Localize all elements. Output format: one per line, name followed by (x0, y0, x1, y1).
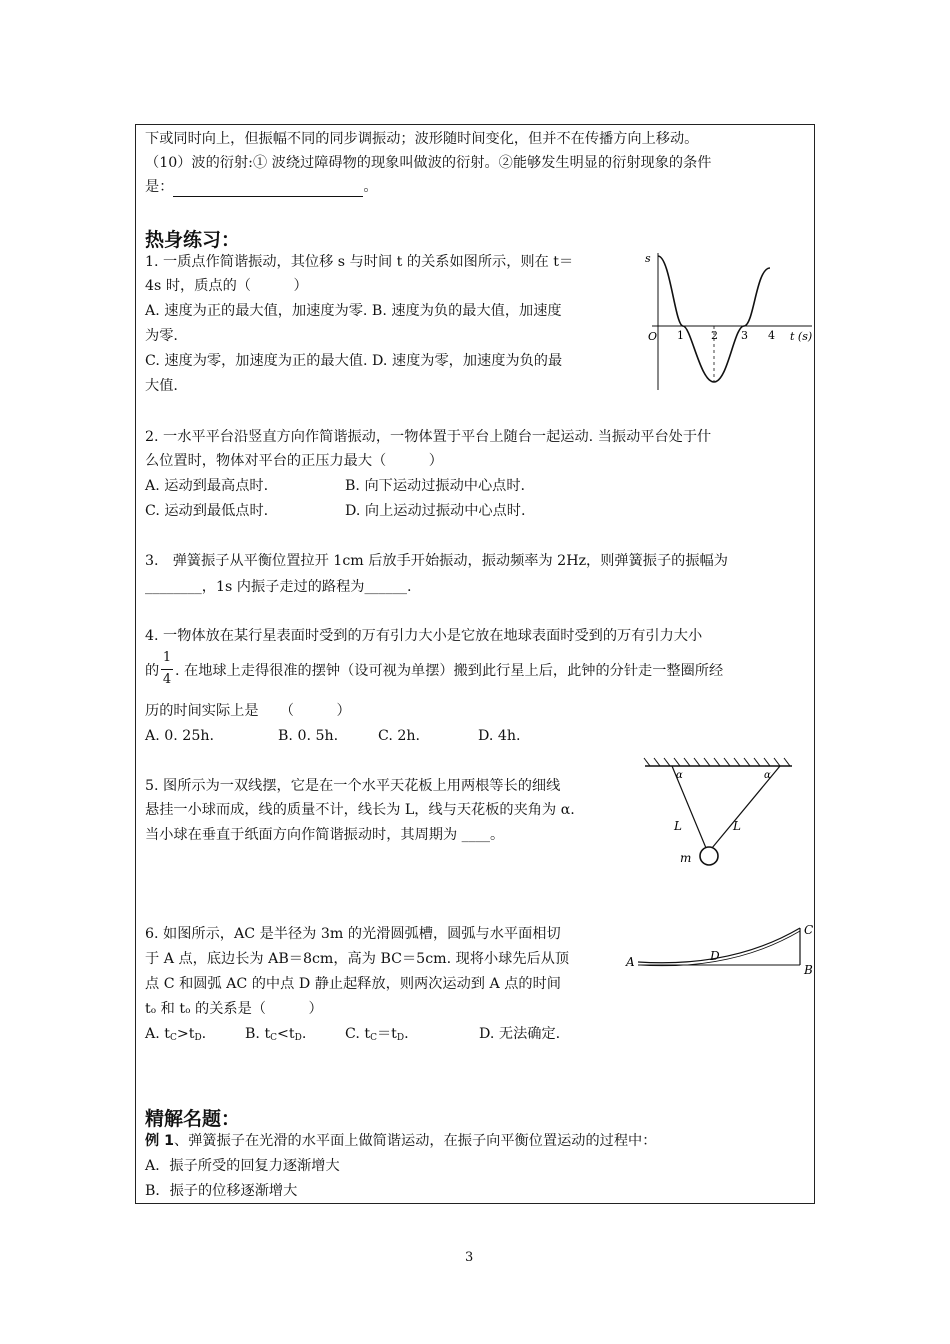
q2-option-b: B. 向下运动过振动中心点时. (345, 478, 526, 494)
q6-option-c: C. $t_C=t_D$. (345, 1026, 409, 1043)
q5-line-1: 5. 图所示为一双线摆，它是在一个水平天花板上用两根等长的细线 (145, 778, 561, 794)
example-1-option-a: A．振子所受的回复力逐渐增大 (145, 1158, 340, 1174)
q1-graph-tick-4: 4 (768, 329, 775, 342)
q6-line-1: 6. 如图所示，AC 是半径为 3m 的光滑圆弧槽，圆弧与水平面相切 (145, 926, 561, 942)
q4-option-b: B. 0. 5h. (278, 728, 339, 744)
q1-line-3: A. 速度为正的最大值，加速度为零. B. 速度为负的最大值，加速度 (145, 303, 562, 319)
q1-graph-y-label: s (645, 252, 651, 265)
q6-option-a: A. $t_C>t_D$. (145, 1026, 207, 1043)
q1-line-2: 4s 时，质点的（ ） (145, 278, 308, 294)
q1-line-1: 1. 一质点作简谐振动，其位移 s 与时间 t 的关系如图所示，则在 t＝ (145, 254, 574, 270)
q1-graph-tick-1: 1 (677, 329, 684, 342)
q4-option-c: C. 2h. (378, 728, 421, 744)
q1-line-5: C. 速度为零，加速度为正的最大值. D. 速度为零，加速度为负的最 (145, 353, 563, 369)
intro-line-3: 是： 。 (145, 179, 378, 195)
q4-fraction-denominator: 4 (162, 672, 172, 687)
q2-line-2: 么位置时，物体对平台的正压力最大（ ） (145, 453, 443, 469)
q5-line-3: 当小球在垂直于纸面方向作简谐振动时，其周期为 ____。 (145, 827, 505, 843)
q4-option-a: A. 0. 25h. (145, 728, 215, 744)
q3-line-2: ________，1s 内振子走过的路程为______. (145, 579, 412, 595)
q5-length-left: L (674, 819, 682, 833)
q6-point-b: B (804, 963, 813, 977)
q1-line-6: 大值. (145, 378, 178, 394)
q5-length-right: L (733, 819, 741, 833)
q1-sine-graph (640, 248, 815, 393)
q1-graph-origin: O (648, 330, 658, 343)
q6-line-3: 点 C 和圆弧 AC 的中点 D 静止起释放，则两次运动到 A 点的时间 (145, 976, 561, 992)
q1-graph-tick-3: 3 (741, 329, 748, 342)
q6-line-4: tₒ 和 tₒ 的关系是（ ） (145, 1001, 323, 1017)
q6-point-a: A (626, 955, 635, 969)
q6-point-c: C (804, 923, 814, 937)
q4-fraction-bar (161, 669, 173, 670)
q5-angle-left: α (676, 770, 683, 781)
q4-line-1: 4. 一物体放在某行星表面时受到的万有引力大小是它放在地球表面时受到的万有引力大小 (145, 628, 703, 644)
q2-line-1: 2. 一水平平台沿竖直方向作简谐振动，一物体置于平台上随台一起运动. 当振动平台处于什 (145, 429, 712, 445)
q6-point-d: D (710, 949, 720, 963)
example-1-line-1: 例 1、弹簧振子在光滑的水平面上做简谐运动，在振子向平衡位置运动的过程中： (145, 1133, 657, 1149)
answer-blank (173, 182, 363, 197)
q3-line-1: 3. 弹簧振子从平衡位置拉开 1cm 后放手开始振动，振动频率为 2Hz，则弹簧振子的振幅为 (145, 553, 728, 569)
q2-option-c: C. 运动到最低点时. (145, 503, 269, 519)
section-title-warmup: 热身练习： (145, 229, 241, 251)
q2-option-d: D. 向上运动过振动中心点时. (345, 503, 526, 519)
example-1-option-b: B．振子的位移逐渐增大 (145, 1183, 298, 1199)
page-number: 3 (465, 1250, 474, 1265)
section-title-examples: 精解名题： (145, 1108, 241, 1130)
q1-graph-tick-2: 2 (711, 329, 718, 342)
q1-line-4: 为零. (145, 328, 178, 344)
q4-line-3: 历的时间实际上是 （ ） (145, 703, 351, 719)
q5-line-2: 悬挂一小球而成，线的质量不计，线长为 L，线与天花板的夹角为 α. (145, 802, 575, 818)
q5-mass-label: m (680, 851, 692, 865)
q5-double-pendulum-figure (640, 752, 810, 870)
q5-angle-right: α (764, 770, 771, 781)
q4-fraction-numerator: 1 (162, 650, 172, 665)
intro-line-2: （10）波的衍射:① 波绕过障碍物的现象叫做波的衍射。②能够发生明显的衍射现象的条件 (145, 155, 712, 171)
intro-line-1: 下或同时向上，但振幅不同的同步调振动；波形随时间变化，但并不在传播方向上移动。 (145, 131, 699, 147)
q1-graph-x-label: t (s) (790, 330, 813, 343)
q6-arc-groove-figure (622, 918, 814, 984)
q4-line-2-prefix: 的 (145, 663, 160, 679)
q2-option-a: A. 运动到最高点时. (145, 478, 269, 494)
q4-line-2: . 在地球上走得很准的摆钟（设可视为单摆）搬到此行星上后，此钟的分针走一整圈所经 (175, 663, 724, 679)
q4-option-d: D. 4h. (478, 728, 521, 744)
q6-option-b: B. $t_C<t_D$. (245, 1026, 307, 1043)
q6-line-2: 于 A 点，底边长为 AB＝8cm，高为 BC＝5cm. 现将小球先后从顶 (145, 951, 570, 967)
q6-option-d: D. 无法确定. (479, 1026, 561, 1042)
